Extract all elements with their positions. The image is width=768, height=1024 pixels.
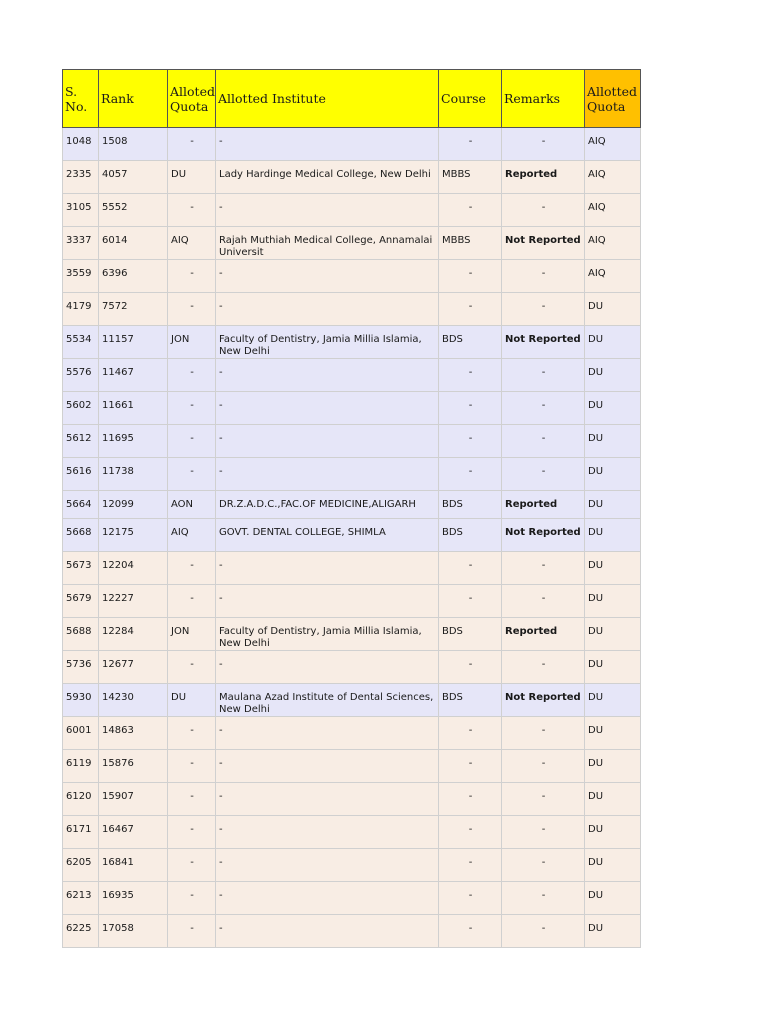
cell-allotted-quota-2[interactable]: DU	[585, 359, 641, 392]
cell-rank[interactable]: 6014	[99, 227, 168, 260]
cell-allotted-institute[interactable]: -	[216, 392, 439, 425]
cell-alloted-quota[interactable]: -	[168, 458, 216, 491]
cell-alloted-quota[interactable]: -	[168, 585, 216, 618]
cell-allotted-quota-2[interactable]: AIQ	[585, 194, 641, 227]
cell-rank[interactable]: 16935	[99, 882, 168, 915]
table-body	[63, 128, 641, 948]
cell-allotted-institute[interactable]: -	[216, 128, 439, 161]
cell-course[interactable]: -	[439, 552, 502, 585]
cell-alloted-quota[interactable]: -	[168, 651, 216, 684]
cell-rank[interactable]: 16467	[99, 816, 168, 849]
cell-remarks[interactable]: -	[502, 783, 585, 816]
cell-course[interactable]: -	[439, 783, 502, 816]
cell-allotted-institute[interactable]: -	[216, 915, 439, 948]
cell-remarks[interactable]: Reported	[502, 161, 585, 194]
cell-alloted-quota[interactable]: -	[168, 552, 216, 585]
cell-alloted-quota[interactable]: AIQ	[168, 227, 216, 260]
cell-rank[interactable]: 12204	[99, 552, 168, 585]
cell-serial-no[interactable]: 5736	[63, 651, 99, 684]
cell-allotted-institute[interactable]: -	[216, 750, 439, 783]
cell-allotted-quota-2[interactable]: DU	[585, 684, 641, 717]
cell-serial-no[interactable]: 5930	[63, 684, 99, 717]
cell-allotted-quota-2[interactable]: AIQ	[585, 227, 641, 260]
cell-serial-no[interactable]: 5576	[63, 359, 99, 392]
cell-course[interactable]: MBBS	[439, 161, 502, 194]
cell-alloted-quota[interactable]: -	[168, 425, 216, 458]
cell-rank[interactable]: 12175	[99, 519, 168, 552]
cell-alloted-quota[interactable]: -	[168, 194, 216, 227]
cell-serial-no[interactable]: 5616	[63, 458, 99, 491]
table-row	[63, 651, 641, 684]
cell-rank[interactable]: 11738	[99, 458, 168, 491]
table-row	[63, 915, 641, 948]
allotment-table	[62, 69, 641, 948]
cell-alloted-quota[interactable]: JON	[168, 326, 216, 359]
cell-allotted-institute[interactable]: -	[216, 425, 439, 458]
cell-remarks[interactable]: -	[502, 392, 585, 425]
cell-serial-no[interactable]: 5668	[63, 519, 99, 552]
cell-allotted-institute[interactable]: -	[216, 816, 439, 849]
cell-allotted-institute[interactable]: -	[216, 882, 439, 915]
cell-alloted-quota[interactable]: -	[168, 359, 216, 392]
cell-course[interactable]: BDS	[439, 491, 502, 519]
cell-serial-no[interactable]: 6119	[63, 750, 99, 783]
allotment-sheet	[62, 69, 640, 948]
cell-allotted-institute[interactable]: Faculty of Dentistry, Jamia Millia Islamia, New Delhi	[216, 618, 439, 651]
cell-allotted-quota-2[interactable]: DU	[585, 392, 641, 425]
cell-alloted-quota[interactable]: DU	[168, 684, 216, 717]
cell-allotted-quota-2[interactable]: DU	[585, 915, 641, 948]
table-row	[63, 293, 641, 326]
cell-course[interactable]: -	[439, 717, 502, 750]
cell-alloted-quota[interactable]: -	[168, 717, 216, 750]
table-row	[63, 425, 641, 458]
cell-allotted-institute[interactable]: Lady Hardinge Medical College, New Delhi	[216, 161, 439, 194]
cell-remarks[interactable]: -	[502, 882, 585, 915]
cell-allotted-quota-2[interactable]: DU	[585, 293, 641, 326]
cell-rank[interactable]: 4057	[99, 161, 168, 194]
cell-allotted-institute[interactable]: -	[216, 458, 439, 491]
cell-serial-no[interactable]: 1048	[63, 128, 99, 161]
table-row	[63, 128, 641, 161]
cell-remarks[interactable]: -	[502, 915, 585, 948]
cell-serial-no[interactable]: 3105	[63, 194, 99, 227]
cell-serial-no[interactable]: 4179	[63, 293, 99, 326]
cell-allotted-quota-2[interactable]: AIQ	[585, 260, 641, 293]
cell-allotted-quota-2[interactable]: DU	[585, 750, 641, 783]
cell-allotted-institute[interactable]: Maulana Azad Institute of Dental Sciences, New Delhi	[216, 684, 439, 717]
cell-rank[interactable]: 15876	[99, 750, 168, 783]
cell-alloted-quota[interactable]: DU	[168, 161, 216, 194]
cell-remarks[interactable]: Reported	[502, 491, 585, 519]
cell-serial-no[interactable]: 3559	[63, 260, 99, 293]
cell-remarks[interactable]: -	[502, 816, 585, 849]
cell-allotted-quota-2[interactable]: DU	[585, 816, 641, 849]
cell-alloted-quota[interactable]: -	[168, 783, 216, 816]
cell-remarks[interactable]: -	[502, 458, 585, 491]
cell-course[interactable]: BDS	[439, 684, 502, 717]
cell-remarks[interactable]: -	[502, 585, 585, 618]
cell-course[interactable]: BDS	[439, 519, 502, 552]
cell-alloted-quota[interactable]: -	[168, 293, 216, 326]
cell-course[interactable]: -	[439, 194, 502, 227]
cell-allotted-quota-2[interactable]: DU	[585, 882, 641, 915]
cell-allotted-institute[interactable]: -	[216, 260, 439, 293]
cell-remarks[interactable]: Reported	[502, 618, 585, 651]
table-row	[63, 585, 641, 618]
cell-alloted-quota[interactable]: -	[168, 392, 216, 425]
cell-remarks[interactable]: Not Reported	[502, 519, 585, 552]
cell-serial-no[interactable]: 5664	[63, 491, 99, 519]
cell-remarks[interactable]: -	[502, 750, 585, 783]
table-row	[63, 392, 641, 425]
table-row	[63, 359, 641, 392]
cell-alloted-quota[interactable]: -	[168, 260, 216, 293]
table-row	[63, 161, 641, 194]
cell-rank[interactable]: 12677	[99, 651, 168, 684]
cell-serial-no[interactable]: 5602	[63, 392, 99, 425]
cell-alloted-quota[interactable]: JON	[168, 618, 216, 651]
cell-course[interactable]: -	[439, 128, 502, 161]
cell-serial-no[interactable]: 6205	[63, 849, 99, 882]
cell-allotted-institute[interactable]: -	[216, 194, 439, 227]
cell-allotted-institute[interactable]: -	[216, 293, 439, 326]
table-row	[63, 849, 641, 882]
cell-allotted-institute[interactable]: -	[216, 651, 439, 684]
table-row	[63, 491, 641, 519]
cell-rank[interactable]: 12099	[99, 491, 168, 519]
table-row	[63, 519, 641, 552]
cell-remarks[interactable]: -	[502, 194, 585, 227]
cell-allotted-quota-2[interactable]: DU	[585, 491, 641, 519]
cell-remarks[interactable]: -	[502, 260, 585, 293]
cell-allotted-institute[interactable]: -	[216, 359, 439, 392]
cell-allotted-quota-2[interactable]: DU	[585, 651, 641, 684]
cell-allotted-institute[interactable]: Faculty of Dentistry, Jamia Millia Islamia, New Delhi	[216, 326, 439, 359]
cell-allotted-quota-2[interactable]: DU	[585, 618, 641, 651]
cell-alloted-quota[interactable]: AON	[168, 491, 216, 519]
cell-course[interactable]: BDS	[439, 618, 502, 651]
cell-serial-no[interactable]: 5673	[63, 552, 99, 585]
table-row	[63, 783, 641, 816]
cell-allotted-institute[interactable]: -	[216, 552, 439, 585]
table-row	[63, 260, 641, 293]
cell-alloted-quota[interactable]: -	[168, 882, 216, 915]
cell-alloted-quota[interactable]: AIQ	[168, 519, 216, 552]
cell-remarks[interactable]: -	[502, 552, 585, 585]
header-allotted-quota-2[interactable]: Allotted Quota	[585, 70, 641, 128]
cell-allotted-quota-2[interactable]: DU	[585, 783, 641, 816]
cell-allotted-quota-2[interactable]: DU	[585, 425, 641, 458]
cell-serial-no[interactable]: 5679	[63, 585, 99, 618]
cell-course[interactable]: -	[439, 816, 502, 849]
cell-rank[interactable]: 11157	[99, 326, 168, 359]
cell-course[interactable]: -	[439, 585, 502, 618]
cell-serial-no[interactable]: 6171	[63, 816, 99, 849]
cell-alloted-quota[interactable]: -	[168, 128, 216, 161]
cell-rank[interactable]: 14863	[99, 717, 168, 750]
cell-rank[interactable]: 11695	[99, 425, 168, 458]
cell-allotted-quota-2[interactable]: DU	[585, 458, 641, 491]
table-row	[63, 750, 641, 783]
cell-rank[interactable]: 1508	[99, 128, 168, 161]
cell-rank[interactable]: 6396	[99, 260, 168, 293]
table-row	[63, 816, 641, 849]
cell-course[interactable]: -	[439, 392, 502, 425]
cell-serial-no[interactable]: 2335	[63, 161, 99, 194]
cell-course[interactable]: BDS	[439, 326, 502, 359]
cell-allotted-quota-2[interactable]: DU	[585, 585, 641, 618]
header-course[interactable]: Course	[439, 70, 502, 128]
cell-rank[interactable]: 11661	[99, 392, 168, 425]
cell-remarks[interactable]: -	[502, 651, 585, 684]
cell-rank[interactable]: 17058	[99, 915, 168, 948]
cell-course[interactable]: -	[439, 293, 502, 326]
cell-allotted-institute[interactable]: Rajah Muthiah Medical College, Annamalai Universit	[216, 227, 439, 260]
table-row	[63, 618, 641, 651]
cell-allotted-institute[interactable]: DR.Z.A.D.C.,FAC.OF MEDICINE,ALIGARH	[216, 491, 439, 519]
cell-course[interactable]: -	[439, 458, 502, 491]
cell-course[interactable]: -	[439, 359, 502, 392]
cell-allotted-quota-2[interactable]: AIQ	[585, 128, 641, 161]
cell-course[interactable]: -	[439, 651, 502, 684]
table-row	[63, 882, 641, 915]
cell-serial-no[interactable]: 6120	[63, 783, 99, 816]
cell-alloted-quota[interactable]: -	[168, 750, 216, 783]
cell-rank[interactable]: 5552	[99, 194, 168, 227]
table-row	[63, 717, 641, 750]
cell-allotted-institute[interactable]: -	[216, 783, 439, 816]
table-row	[63, 194, 641, 227]
cell-course[interactable]: -	[439, 849, 502, 882]
cell-allotted-institute[interactable]: -	[216, 849, 439, 882]
cell-rank[interactable]: 12284	[99, 618, 168, 651]
cell-allotted-quota-2[interactable]: DU	[585, 849, 641, 882]
cell-allotted-institute[interactable]: -	[216, 717, 439, 750]
cell-rank[interactable]: 11467	[99, 359, 168, 392]
cell-serial-no[interactable]: 3337	[63, 227, 99, 260]
cell-serial-no[interactable]: 6001	[63, 717, 99, 750]
cell-course[interactable]: -	[439, 750, 502, 783]
table-row	[63, 458, 641, 491]
cell-rank[interactable]: 15907	[99, 783, 168, 816]
cell-allotted-quota-2[interactable]: AIQ	[585, 161, 641, 194]
cell-allotted-institute[interactable]: -	[216, 585, 439, 618]
cell-alloted-quota[interactable]: -	[168, 816, 216, 849]
cell-rank[interactable]: 16841	[99, 849, 168, 882]
cell-remarks[interactable]: Not Reported	[502, 684, 585, 717]
cell-alloted-quota[interactable]: -	[168, 915, 216, 948]
cell-remarks[interactable]: -	[502, 717, 585, 750]
header-allotted-institute[interactable]: Allotted Institute	[216, 70, 439, 128]
table-row	[63, 227, 641, 260]
cell-remarks[interactable]: -	[502, 425, 585, 458]
cell-remarks[interactable]: -	[502, 128, 585, 161]
cell-serial-no[interactable]: 5534	[63, 326, 99, 359]
cell-allotted-quota-2[interactable]: DU	[585, 519, 641, 552]
cell-allotted-quota-2[interactable]: DU	[585, 326, 641, 359]
cell-serial-no[interactable]: 6213	[63, 882, 99, 915]
cell-course[interactable]: -	[439, 915, 502, 948]
cell-allotted-quota-2[interactable]: DU	[585, 552, 641, 585]
cell-course[interactable]: MBBS	[439, 227, 502, 260]
table-row	[63, 326, 641, 359]
header-alloted-quota[interactable]: Alloted Quota	[168, 70, 216, 128]
cell-alloted-quota[interactable]: -	[168, 849, 216, 882]
cell-serial-no[interactable]: 6225	[63, 915, 99, 948]
cell-course[interactable]: -	[439, 882, 502, 915]
cell-allotted-quota-2[interactable]: DU	[585, 717, 641, 750]
header-remarks[interactable]: Remarks	[502, 70, 585, 128]
header-serial-no[interactable]: S. No.	[63, 70, 99, 128]
cell-rank[interactable]: 7572	[99, 293, 168, 326]
cell-remarks[interactable]: Not Reported	[502, 326, 585, 359]
cell-course[interactable]: -	[439, 260, 502, 293]
cell-serial-no[interactable]: 5612	[63, 425, 99, 458]
cell-serial-no[interactable]: 5688	[63, 618, 99, 651]
cell-course[interactable]: -	[439, 425, 502, 458]
cell-remarks[interactable]: -	[502, 849, 585, 882]
header-rank[interactable]: Rank	[99, 70, 168, 128]
table-row	[63, 684, 641, 717]
cell-remarks[interactable]: -	[502, 359, 585, 392]
cell-rank[interactable]: 14230	[99, 684, 168, 717]
cell-remarks[interactable]: -	[502, 293, 585, 326]
table-row	[63, 552, 641, 585]
header-row	[63, 70, 641, 128]
cell-remarks[interactable]: Not Reported	[502, 227, 585, 260]
cell-allotted-institute[interactable]: GOVT. DENTAL COLLEGE, SHIMLA	[216, 519, 439, 552]
cell-rank[interactable]: 12227	[99, 585, 168, 618]
